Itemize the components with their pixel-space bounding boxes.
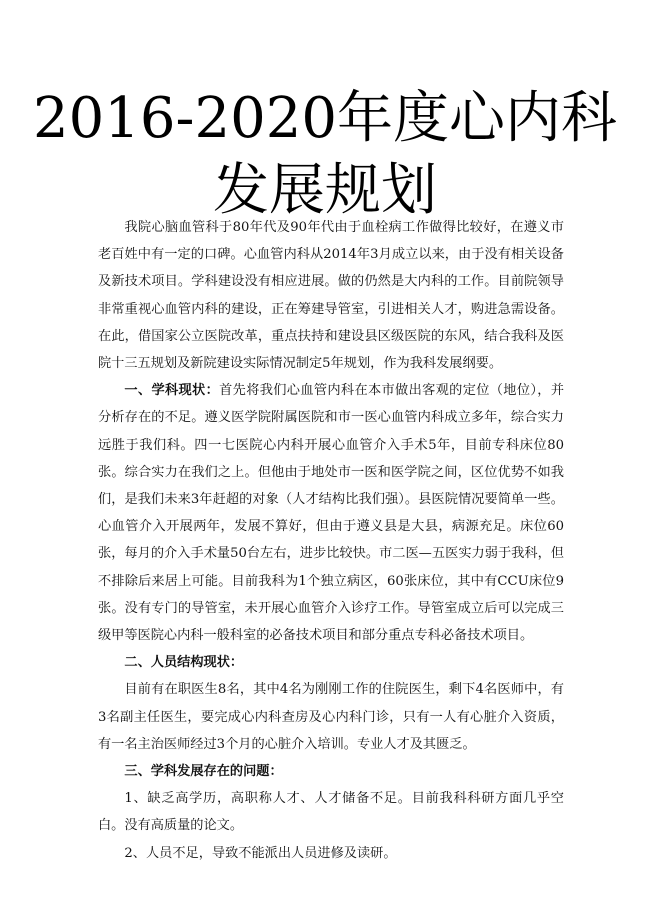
document-body — [98, 214, 564, 867]
section-1-paragraph — [98, 377, 564, 649]
section-2-paragraph: 目前有在职医生8名，其中4名为刚刚工作的住院医生，剩下4名医师中，有3名副主任医生，要完成心内科查房及心内科门诊，只有一人有心脏介入资质，有一名主治医师经过3个月的心脏介入培训。专业人才及其匮乏。 — [98, 682, 564, 752]
intro-paragraph: 我院心脑血管科于80年代及90年代由于血栓病工作做得比较好，在遵义市老百姓中有一定的口碑。心血管内科从2014年3月成立以来，由于没有相关设备及新技术项目。学科建设没有相应进展。做的仍然是大内科的工作。目前院领导非常重视心血管内科的建设，正在筹建导管室，引进相关人才，购进急需设备。在此，借国家公立医院改革，重点扶持和建设县区级医院的东风，结合我科及医院十三五规划及新院建设实际情况制定5年规划，作为我科发展纲要。 — [98, 220, 564, 372]
document-title-line-1: 2016-2020年度心内科 — [33, 86, 617, 151]
section-2-heading-paragraph — [98, 649, 564, 676]
document-title-line-2: 发展规划 — [213, 158, 437, 223]
section-1-heading: 一、学科现状： — [124, 383, 220, 399]
section-2-heading: 二、人员结构现状： — [124, 655, 244, 671]
section-3-item-2: 2、人员不足，导致不能派出人员进修及读研。 — [124, 845, 397, 861]
section-3-heading-paragraph — [98, 758, 564, 785]
section-3-heading: 三、学科发展存在的问题： — [124, 764, 283, 780]
section-1-text: 首先将我们心血管内科在本市做出客观的定位（地位），并分析存在的不足。遵义医学院附属医院和市一医心血管内科成立多年，综合实力远胜于我们科。四一七医院心内科开展心血管介入手术5年，目前专科床位80张。综合实力在我们之上。但他由于地处市一医和医学院之间，区位优势不如我们，是我们未来3年赶超的对象（人才结构比我们强）。县医院情况要简单一些。心血管介入开展两年，发展不算好，但由于遵义县是大县，病源充足。床位60张，每月的介入手术量50台左右，进步比较快。市二医—五医实力弱于我科，但不排除后来居上可能。目前我科为1个独立病区，60张床位，其中有CCU床位9张。没有专门的导管室，未开展心血管介入诊疗工作。导管室成立后可以完成三级甲等医院心内科一般科室的必备技术项目和部分重点专科必备技术项目。 — [98, 383, 565, 644]
section-3-item-1: 1、缺乏高学历，高职称人才、人才储备不足。目前我科科研方面几乎空白。没有高质量的论文。 — [98, 791, 564, 834]
